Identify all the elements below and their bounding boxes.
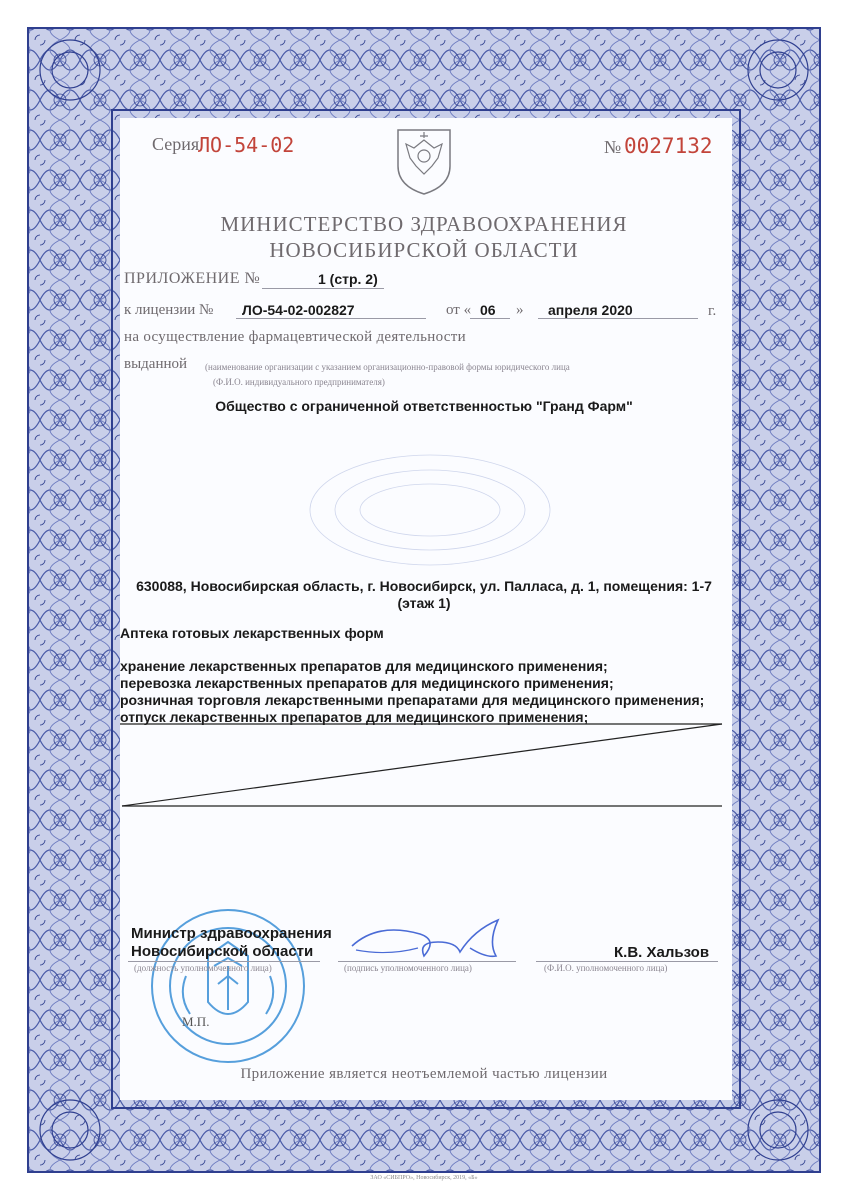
service-item: перевозка лекарственных препаратов для медицинского применения; bbox=[120, 675, 614, 691]
address-line1: 630088, Новосибирская область, г. Новосибирск, ул. Палласа, д. 1, помещения: 1-7 bbox=[136, 578, 712, 594]
license-quote-close: » bbox=[516, 302, 524, 318]
background-ornament bbox=[300, 440, 560, 580]
signature-underline bbox=[338, 961, 516, 962]
footer-note: Приложение является неотъемлемой частью лицензии bbox=[240, 1066, 608, 1082]
printer-imprint: ЗАО «СИБПРО», Новосибирск, 2019, «Б» bbox=[370, 1175, 478, 1181]
license-label: к лицензии № bbox=[124, 302, 214, 318]
organization-name: Общество с ограниченной ответственностью "Гранд Фарм" bbox=[215, 398, 633, 414]
name-hint: (Ф.И.О. уполномоченного лица) bbox=[544, 963, 668, 973]
service-item: хранение лекарственных препаратов для медицинского применения; bbox=[120, 658, 608, 674]
license-underline bbox=[236, 318, 426, 319]
position-underline bbox=[128, 961, 320, 962]
license-month-year: апреля 2020 bbox=[548, 302, 633, 318]
coat-of-arms-icon bbox=[392, 126, 456, 196]
signature-hint: (подпись уполномоченного лица) bbox=[344, 963, 472, 973]
name-underline bbox=[536, 961, 718, 962]
series-value: ЛО-54-02 bbox=[198, 133, 295, 157]
issued-hint-legal: (наименование организации с указанием организационно-правовой формы юридического лица bbox=[205, 362, 570, 372]
number-label: № bbox=[604, 137, 622, 157]
position-hint: (должность уполномоченного лица) bbox=[134, 963, 272, 973]
month-underline bbox=[538, 318, 698, 319]
address-line2: (этаж 1) bbox=[397, 595, 451, 611]
day-underline bbox=[470, 318, 510, 319]
issued-hint-individual: (Ф.И.О. индивидуального предпринимателя) bbox=[213, 377, 385, 387]
issued-label: выданной bbox=[124, 356, 188, 372]
activity-text: на осуществление фармацевтической деятельности bbox=[124, 329, 466, 345]
appendix-label: ПРИЛОЖЕНИЕ № bbox=[124, 270, 261, 287]
service-item: розничная торговля лекарственными препаратами для медицинского применения; bbox=[120, 692, 705, 708]
stamp-place-label: М.П. bbox=[182, 1014, 210, 1029]
number-value: 0027132 bbox=[624, 134, 713, 158]
license-day: 06 bbox=[480, 302, 496, 318]
license-year-suffix: г. bbox=[708, 303, 717, 319]
service-item: отпуск лекарственных препаратов для медицинского применения; bbox=[120, 709, 589, 725]
series-label: Серия bbox=[152, 134, 200, 154]
ministry-title-line2: НОВОСИБИРСКОЙ ОБЛАСТИ bbox=[269, 238, 579, 262]
license-from-label: от « bbox=[446, 302, 472, 318]
facility-type: Аптека готовых лекарственных форм bbox=[120, 625, 384, 641]
appendix-underline bbox=[262, 288, 384, 289]
signatory-position-line1: Министр здравоохранения bbox=[131, 925, 332, 942]
cancellation-lines bbox=[118, 718, 724, 810]
license-number: ЛО-54-02-002827 bbox=[242, 302, 355, 318]
ministry-title-line1: МИНИСТЕРСТВО ЗДРАВООХРАНЕНИЯ bbox=[220, 212, 628, 236]
signatory-position-line2: Новосибирской области bbox=[131, 943, 314, 960]
signatory-name: К.В. Хальзов bbox=[614, 944, 710, 961]
appendix-value: 1 (стр. 2) bbox=[318, 271, 378, 287]
